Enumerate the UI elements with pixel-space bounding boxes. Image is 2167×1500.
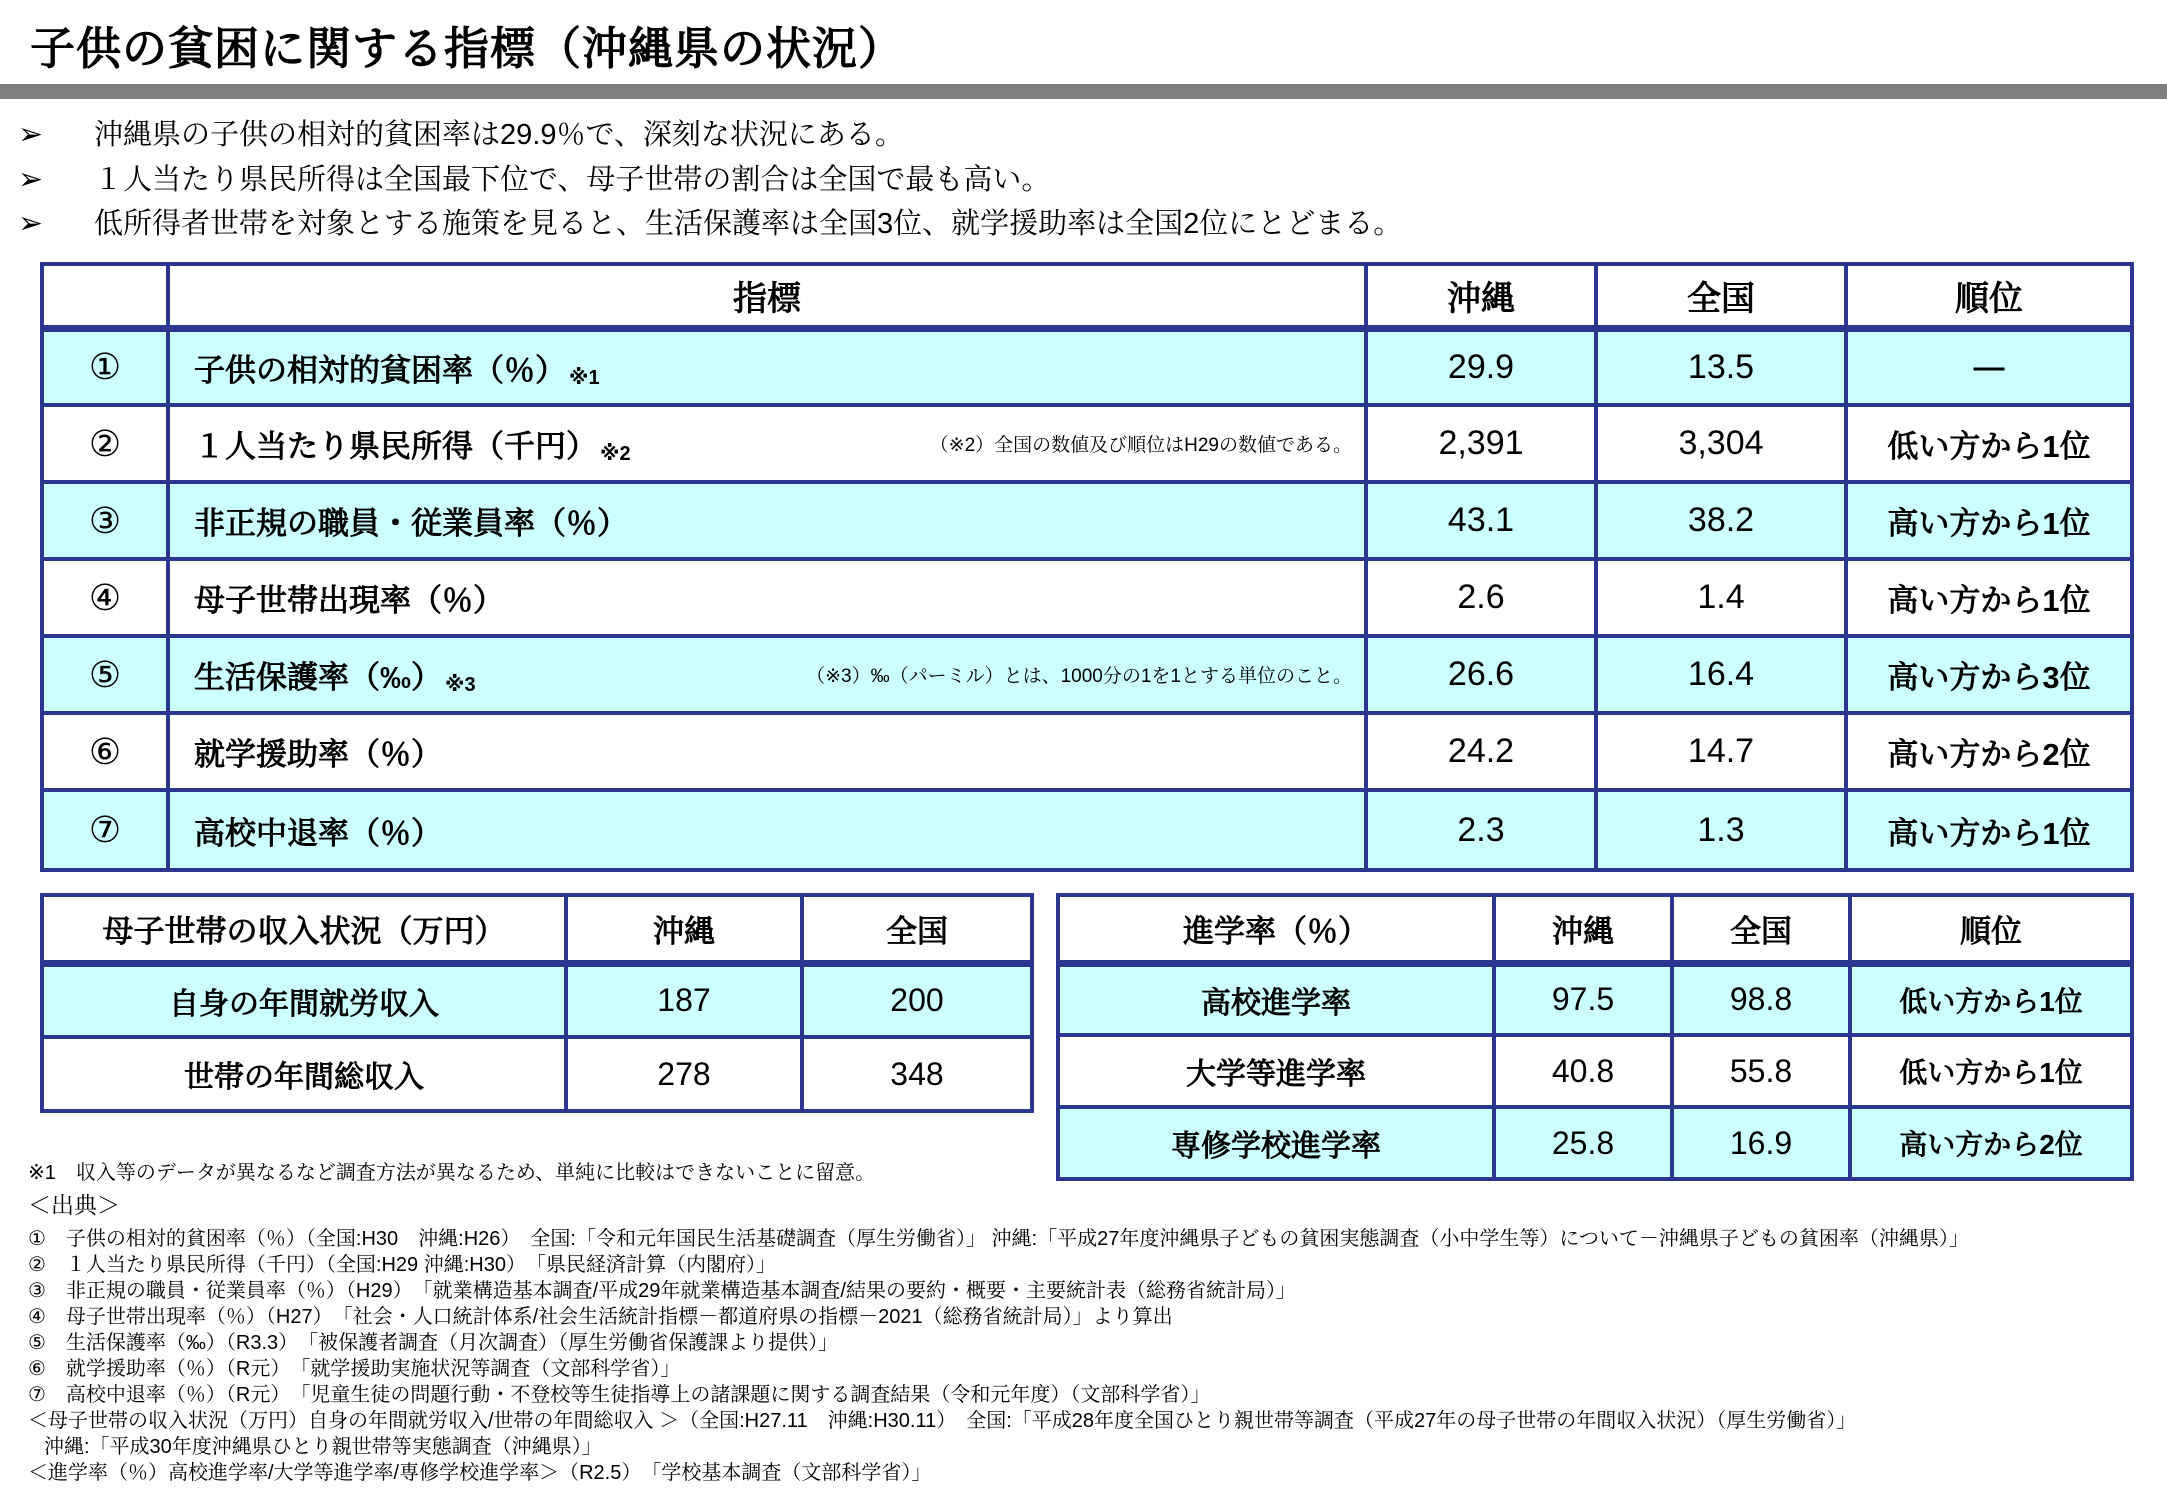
- rank-value: 低い方から1位: [1846, 405, 2132, 482]
- okinawa-value: 2.3: [1366, 790, 1596, 870]
- okinawa-value: 97.5: [1494, 963, 1672, 1035]
- enrollment-row-label: 専修学校進学率: [1058, 1107, 1494, 1179]
- okinawa-value: 278: [566, 1037, 802, 1111]
- national-value: 14.7: [1596, 713, 1846, 790]
- col-header-national: 全国: [802, 895, 1032, 963]
- rank-value: 高い方から3位: [1846, 636, 2132, 713]
- okinawa-value: 26.6: [1366, 636, 1596, 713]
- income-row-label: 世帯の年間総収入: [42, 1037, 566, 1111]
- table-row: [42, 963, 1032, 1037]
- bullet-item: [18, 201, 1402, 242]
- row-number-cell: ④: [42, 559, 168, 636]
- table-row: [42, 328, 2132, 405]
- okinawa-value: 40.8: [1494, 1035, 1672, 1107]
- col-header-indicator: 指標: [168, 264, 1366, 328]
- bullet-text: 沖縄県の子供の相対的貧困率は29.9％で、深刻な状況にある。: [94, 119, 904, 151]
- table-row: [42, 790, 2132, 870]
- rank-value: 高い方から1位: [1846, 559, 2132, 636]
- okinawa-value: 29.9: [1366, 328, 1596, 405]
- indicators-header-row: [42, 264, 2132, 328]
- bullet-text: 低所得者世帯を対象とする施策を見ると、生活保護率は全国3位、就学援助率は全国2位にとどまる。: [94, 208, 1403, 240]
- okinawa-value: 2.6: [1366, 559, 1596, 636]
- table-row: [42, 559, 2132, 636]
- indicator-inline-note: （※2）全国の数値及び順位はH29の数値である。: [929, 435, 1352, 456]
- source-line: ① 子供の相対的貧困率（％）（全国:H30 沖縄:H26） 全国:「令和元年国民生活基礎調査（厚生労働省）」 沖縄:「平成27年度沖縄県子どもの貧困実態調査（小中学生等）について－沖縄県子どもの貧困率（沖縄県）」: [28, 1228, 1969, 1250]
- okinawa-value: 25.8: [1494, 1107, 1672, 1179]
- col-header-rank: 順位: [1846, 264, 2132, 328]
- source-line: 沖縄:「平成30年度沖縄県ひとり親世帯等実態調査（沖縄県）」: [44, 1436, 602, 1458]
- row-number-cell: ②: [42, 405, 168, 482]
- page-title: 子供の貧困に関する指標（沖縄県の状況）: [30, 23, 905, 74]
- enrollment-row-label: 大学等進学率: [1058, 1035, 1494, 1107]
- indicator-note-mark: ※2: [600, 443, 631, 465]
- table-row: [1058, 1035, 2132, 1107]
- okinawa-value: 43.1: [1366, 482, 1596, 559]
- table-row: [1058, 963, 2132, 1035]
- indicator-label: 母子世帯出現率（％）: [194, 583, 504, 618]
- col-header-okinawa: 沖縄: [566, 895, 802, 963]
- row-number-cell: ①: [42, 328, 168, 405]
- table-row: [42, 405, 2132, 482]
- enrollment-header-row: [1058, 895, 2132, 963]
- indicator-label: 高校中退率（％）: [194, 815, 442, 851]
- sources-heading: ＜出典＞: [28, 1192, 120, 1218]
- arrow-bullet-icon: ➢: [18, 163, 44, 196]
- bullet-item: [18, 157, 1050, 198]
- national-value: 38.2: [1596, 482, 1846, 559]
- col-header-enrollment-label: 進学率（％）: [1058, 895, 1494, 963]
- national-value: 3,304: [1596, 405, 1846, 482]
- footnote-note1: ※1 収入等のデータが異なるなど調査方法が異なるため、単純に比較はできないことに留意。: [28, 1162, 876, 1184]
- national-value: 16.9: [1672, 1107, 1850, 1179]
- national-value: 200: [802, 963, 1032, 1037]
- okinawa-value: 2,391: [1366, 405, 1596, 482]
- indicator-label: 子供の相対的貧困率（％）: [194, 352, 566, 388]
- enrollment-table: [1056, 893, 2134, 1181]
- national-value: 1.4: [1596, 559, 1846, 636]
- income-row-label: 自身の年間就労収入: [42, 963, 566, 1037]
- income-table: [40, 893, 1034, 1113]
- indicator-label: １人当たり県民所得（千円）: [194, 429, 597, 464]
- col-header-okinawa: 沖縄: [1366, 264, 1596, 328]
- source-line: ③ 非正規の職員・従業員率（％）（H29） 「就業構造基本調査/平成29年就業構造基本調査/結果の要約・概要・主要統計表（総務省統計局）」: [28, 1280, 1296, 1302]
- national-value: 348: [802, 1037, 1032, 1111]
- source-line: ＜母子世帯の収入状況（万円）自身の年間就労収入/世帯の年間総収入 ＞（全国:H27.11 沖縄:H30.11） 全国:「平成28年度全国ひとり親世帯等調査（平成27年の母子世帯の年間収入状況）（厚生労働省）」: [28, 1410, 1857, 1432]
- indicator-note-mark: ※3: [445, 674, 476, 696]
- bullet-text: １人当たり県民所得は全国最下位で、母子世帯の割合は全国で最も高い。: [94, 164, 1051, 196]
- table-row: [42, 482, 2132, 559]
- indicator-note-mark: ※1: [569, 366, 600, 389]
- okinawa-value: 187: [566, 963, 802, 1037]
- rank-value: 高い方から1位: [1846, 790, 2132, 870]
- table-row: [42, 636, 2132, 713]
- indicator-label: 生活保護率（‰）: [194, 660, 442, 695]
- income-header-row: [42, 895, 1032, 963]
- row-number-cell: ③: [42, 482, 168, 559]
- rank-value: 低い方から1位: [1850, 1035, 2132, 1107]
- okinawa-value: 24.2: [1366, 713, 1596, 790]
- sources-list: [28, 1226, 2158, 1486]
- arrow-bullet-icon: ➢: [18, 118, 44, 151]
- indicator-label: 非正規の職員・従業員率（％）: [194, 506, 628, 541]
- arrow-bullet-icon: ➢: [18, 207, 44, 240]
- title-divider-bar: [0, 84, 2167, 99]
- source-line: ⑤ 生活保護率（‰）（R3.3） 「被保護者調査（月次調査）（厚生労働省保護課より提供）」: [28, 1332, 839, 1354]
- national-value: 16.4: [1596, 636, 1846, 713]
- table-row: [42, 1037, 1032, 1111]
- source-line: ⑥ 就学援助率（％）（R元） 「就学援助実施状況等調査（文部科学省）」: [28, 1358, 681, 1380]
- indicator-inline-note: （※3）‰（パーミル）とは、1000分の1を1とする単位のこと。: [806, 666, 1352, 687]
- col-header-national: 全国: [1672, 895, 1850, 963]
- source-line: ② １人当たり県民所得（千円）（全国:H29 沖縄:H30） 「県民経済計算（内閣府）」: [28, 1254, 776, 1276]
- indicators-table: [40, 262, 2134, 872]
- table-row: [42, 713, 2132, 790]
- corner-cell: [42, 264, 168, 328]
- enrollment-row-label: 高校進学率: [1058, 963, 1494, 1035]
- source-line: ＜進学率（％）高校進学率/大学等進学率/専修学校進学率＞（R2.5） 「学校基本調査（文部科学省）」: [28, 1462, 932, 1484]
- row-number-cell: ⑦: [42, 790, 168, 870]
- rank-value: 高い方から1位: [1846, 482, 2132, 559]
- row-number-cell: ⑥: [42, 713, 168, 790]
- col-header-rank: 順位: [1850, 895, 2132, 963]
- rank-value: 高い方から2位: [1846, 713, 2132, 790]
- national-value: 1.3: [1596, 790, 1846, 870]
- rank-value: 高い方から2位: [1850, 1107, 2132, 1179]
- national-value: 13.5: [1596, 328, 1846, 405]
- col-header-national: 全国: [1596, 264, 1846, 328]
- indicator-label: 就学援助率（％）: [194, 737, 442, 772]
- source-line: ⑦ 高校中退率（％）（R元） 「児童生徒の問題行動・不登校等生徒指導上の諸課題に関する調査結果（令和元年度）（文部科学省）」: [28, 1384, 1211, 1406]
- rank-value: ―: [1846, 328, 2132, 405]
- national-value: 55.8: [1672, 1035, 1850, 1107]
- footnotes: [28, 1160, 2158, 1486]
- bullet-item: [18, 112, 904, 153]
- col-header-okinawa: 沖縄: [1494, 895, 1672, 963]
- row-number-cell: ⑤: [42, 636, 168, 713]
- source-line: ④ 母子世帯出現率（％）（H27） 「社会・人口統計体系/社会生活統計指標－都道府県の指標－2021（総務省統計局）」より算出: [28, 1306, 1173, 1328]
- national-value: 98.8: [1672, 963, 1850, 1035]
- rank-value: 低い方から1位: [1850, 963, 2132, 1035]
- col-header-income-label: 母子世帯の収入状況（万円）: [42, 895, 566, 963]
